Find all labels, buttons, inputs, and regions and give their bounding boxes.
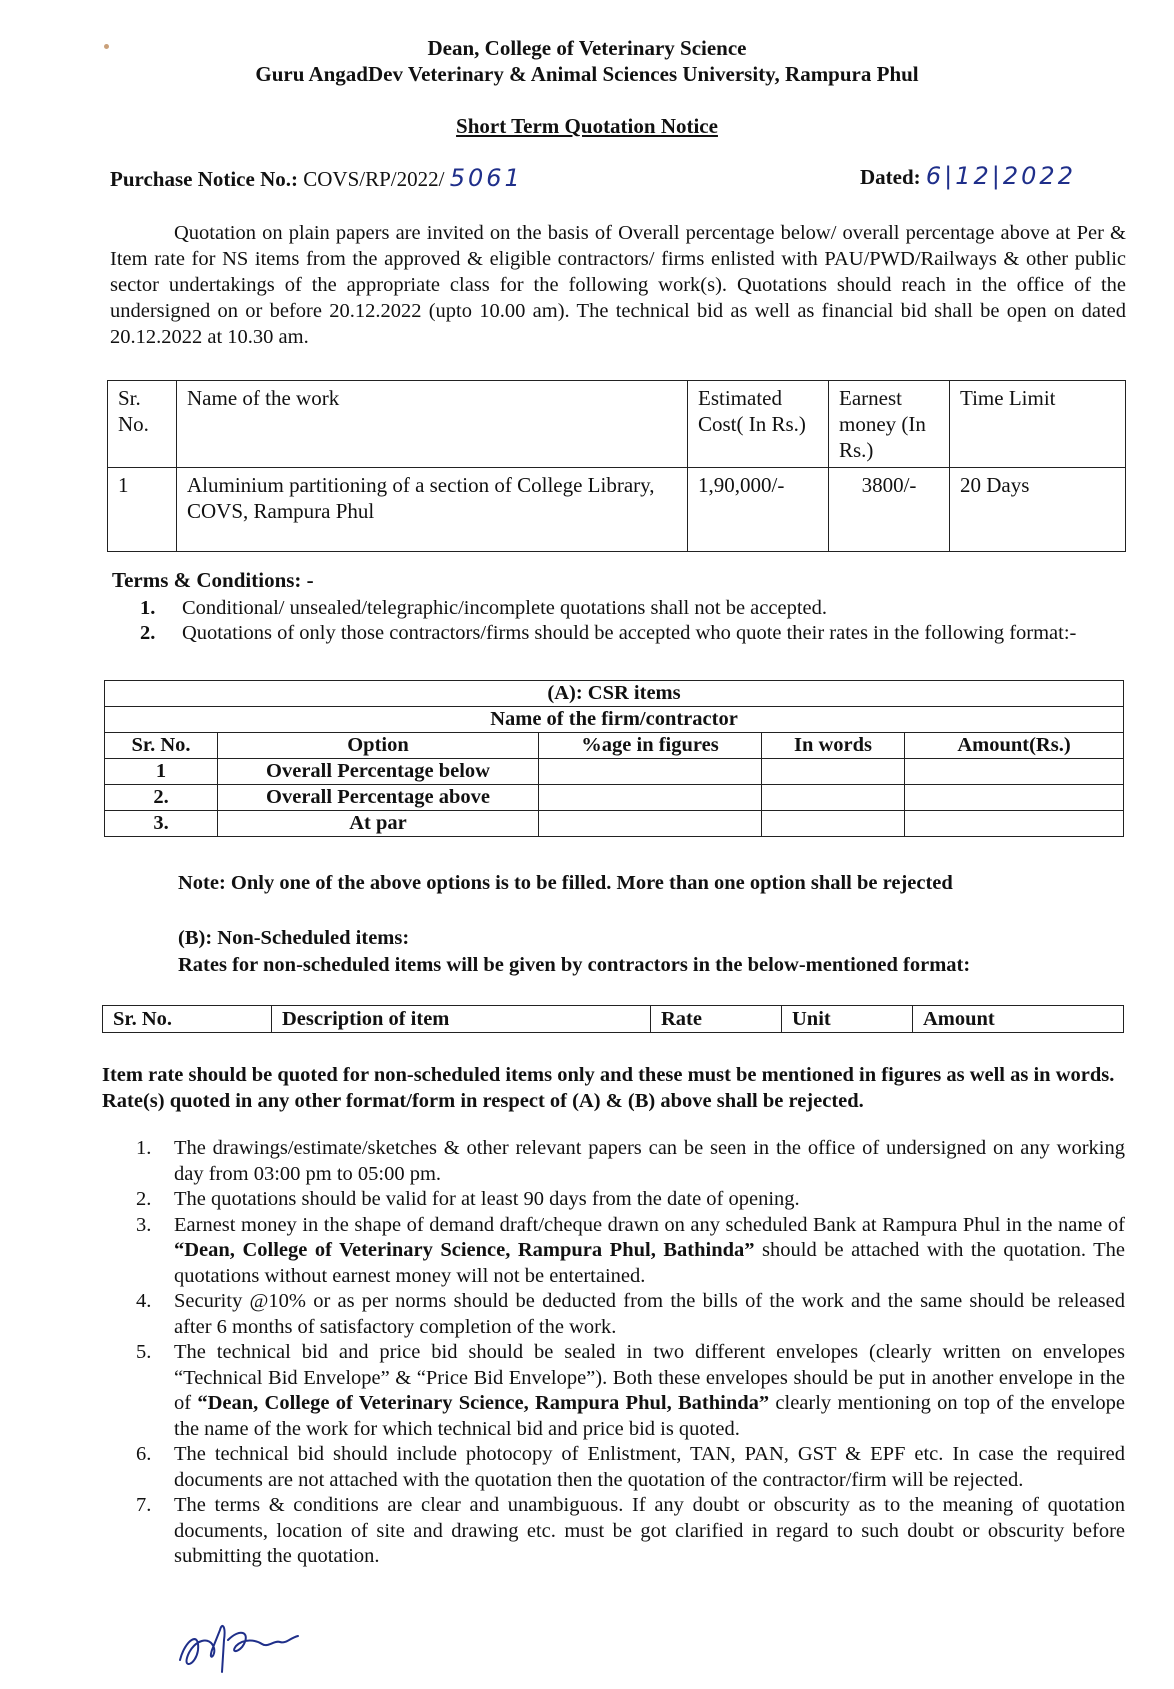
note-text: Note: Only one of the above options is to be filled. More than one option shall be rejected xyxy=(178,872,953,894)
purchase-notice-label: Purchase Notice No.: xyxy=(110,167,298,191)
table-row xyxy=(105,785,1124,811)
handwritten-date: 6|12|2022 xyxy=(925,162,1076,190)
non-scheduled-title: (B): Non-Scheduled items: xyxy=(178,927,410,949)
ns-header-rate: Rate xyxy=(651,1006,782,1033)
csr-header-percentage: %age in figures xyxy=(539,733,762,759)
csr-title: (A): CSR items xyxy=(105,681,1124,707)
csr-table xyxy=(104,680,1124,837)
work-table xyxy=(107,380,1126,552)
csr-cell-blank xyxy=(762,811,905,837)
table-row xyxy=(108,468,1126,552)
csr-cell-blank xyxy=(762,759,905,785)
university-name: Guru AngadDev Veterinary & Animal Sciences University, Rampura Phul xyxy=(255,62,919,86)
list-item: 1. The drawings/estimate/sketches & other relevant papers can be seen in the office of undersigned on any working day from 03:00 pm to 05:00 pm. xyxy=(136,1137,1125,1185)
signature-icon xyxy=(170,1610,320,1680)
header-time-limit: Time Limit xyxy=(950,381,1126,468)
non-scheduled-table xyxy=(102,1005,1124,1033)
handwritten-notice-number: 5061 xyxy=(449,164,523,192)
csr-cell-sr: 1 xyxy=(105,759,218,785)
csr-cell-sr: 2. xyxy=(105,785,218,811)
csr-header-amount: Amount(Rs.) xyxy=(905,733,1124,759)
ns-header-sr-no: Sr. No. xyxy=(103,1006,272,1033)
ns-header-unit: Unit xyxy=(782,1006,913,1033)
purchase-notice-line xyxy=(110,164,523,192)
csr-header-words: In words xyxy=(762,733,905,759)
cell-sr-no: 1 xyxy=(108,468,177,552)
csr-cell-blank xyxy=(539,759,762,785)
list-item: 7. The terms & conditions are clear and unambiguous. If any doubt or obscurity as to the meaning of quotation documents, location of site and drawing etc. must be got clarified in regard to such doubt or obscurity before submitting the quotation. xyxy=(136,1494,1125,1567)
work-table-header xyxy=(108,381,1126,468)
list-item: 1. Conditional/ unsealed/telegraphic/incomplete quotations shall not be accepted. xyxy=(140,597,827,619)
csr-header-option: Option xyxy=(218,733,539,759)
item-rate-block xyxy=(102,1062,1126,1114)
csr-cell-option: Overall Percentage above xyxy=(218,785,539,811)
csr-cell-option: At par xyxy=(218,811,539,837)
list-item: 4. Security @10% or as per norms should be deducted from the bills of the work and the same should be released after 6 months of satisfactory completion of the work. xyxy=(136,1290,1125,1338)
item-rate-text: Item rate should be quoted for non-scheduled items only and these must be mentioned in figures as well as in words. xyxy=(102,1064,1115,1086)
list-item: 2. The quotations should be valid for at least 90 days from the date of opening. xyxy=(136,1188,800,1210)
csr-cell-blank xyxy=(539,811,762,837)
csr-cell-sr: 3. xyxy=(105,811,218,837)
dated-line xyxy=(860,162,1076,190)
ns-header-description: Description of item xyxy=(272,1006,651,1033)
header-sr-no: Sr. No. xyxy=(108,381,177,468)
non-scheduled-subtitle: Rates for non-scheduled items will be given by contractors in the below-mentioned format: xyxy=(178,954,971,976)
list-item: 5. The technical bid and price bid should be sealed in two different envelopes (clearly written on envelopes “Technical Bid Envelope” & “Price Bid Envelope”). Both these envelopes should be put in another envelope in the of “Dean, College of Veterinary Science, Rampura Phul, Bathinda” clearly mentioning on top of the envelope the name of the work for which technical bid and price bid is quoted. xyxy=(136,1341,1125,1440)
cell-earnest-money: 3800/- xyxy=(829,468,950,552)
purchase-notice-number: COVS/RP/2022/ xyxy=(303,167,445,191)
terms-heading: Terms & Conditions: - xyxy=(112,568,314,592)
csr-cell-blank xyxy=(539,785,762,811)
intro-paragraph: Quotation on plain papers are invited on the basis of Overall percentage below/ overall percentage above at Per & Item rate for NS items from the approved & eligible contractors/ firms enlisted with PAU/PWD/Railways & other public sector undertakings of the appropriate class for the following work(s). Quotations should reach in the office of the undersigned on or before 20.12.2022 (upto 10.00 am). The technical bid as well as financial bid shall be open on dated 20.12.2022 at 10.30 am. xyxy=(110,222,1126,348)
csr-cell-blank xyxy=(905,785,1124,811)
csr-header-row xyxy=(105,733,1124,759)
cell-estimated-cost: 1,90,000/- xyxy=(688,468,829,552)
list-item: 3. Earnest money in the shape of demand draft/cheque drawn on any scheduled Bank at Rampura Phul in the name of “Dean, College of Veterinary Science, Rampura Phul, Bathinda” should be attached with the quotation. The quotations without earnest money will not be entertained. xyxy=(136,1213,1125,1287)
csr-subtitle: Name of the firm/contractor xyxy=(105,707,1124,733)
csr-cell-option: Overall Percentage below xyxy=(218,759,539,785)
cell-work-name: Aluminium partitioning of a section of College Library, COVS, Rampura Phul xyxy=(177,468,688,552)
header-work-name: Name of the work xyxy=(177,381,688,468)
csr-cell-blank xyxy=(762,785,905,811)
csr-cell-blank xyxy=(905,811,1124,837)
list-item: 2. Quotations of only those contractors/firms should be accepted who quote their rates in the following format:- xyxy=(140,622,1077,644)
issuer-title: Dean, College of Veterinary Science xyxy=(427,36,747,60)
header-estimated-cost: Estimated Cost( In Rs.) xyxy=(688,381,829,468)
csr-header-sr-no: Sr. No. xyxy=(105,733,218,759)
table-row xyxy=(105,811,1124,837)
dated-label: Dated: xyxy=(860,165,921,189)
list-item: 6. The technical bid should include photocopy of Enlistment, TAN, PAN, GST & EPF etc. In case the required documents are not attached with the quotation then the quotation of the contractor/firm will be rejected. xyxy=(136,1443,1125,1491)
notice-title: Short Term Quotation Notice xyxy=(456,114,718,138)
cell-time-limit: 20 Days xyxy=(950,468,1126,552)
table-row xyxy=(105,759,1124,785)
csr-cell-blank xyxy=(905,759,1124,785)
terms-list xyxy=(140,596,1125,646)
ns-header-amount: Amount xyxy=(913,1006,1124,1033)
conditions-list xyxy=(132,1136,1125,1570)
rejection-text: Rate(s) quoted in any other format/form in respect of (A) & (B) above shall be rejected. xyxy=(102,1090,864,1112)
header-earnest-money: Earnest money (In Rs.) xyxy=(829,381,950,468)
non-scheduled-section xyxy=(178,925,970,979)
non-scheduled-header-row xyxy=(103,1006,1124,1033)
